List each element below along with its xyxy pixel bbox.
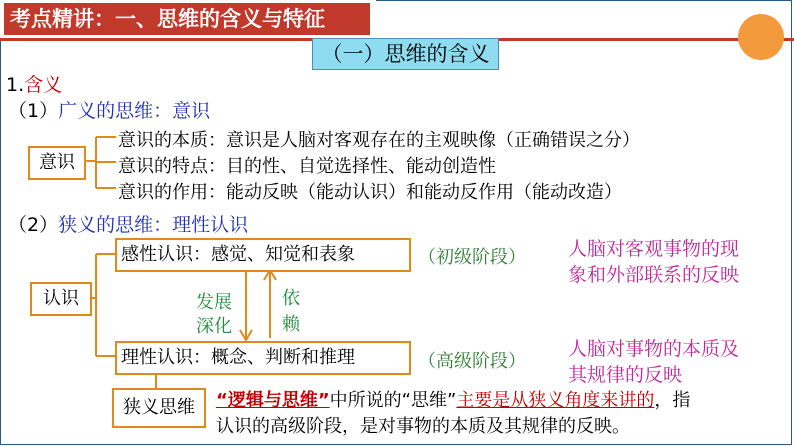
perceptual-stage: （初级阶段）	[418, 247, 526, 268]
rational-box: 理性认识：概念、判断和推理	[115, 341, 411, 375]
narrow-thinking-underlined: 主要是从狭义角度来讲的	[456, 390, 655, 411]
perceptual-desc-line-1: 人脑对客观事物的现	[568, 238, 740, 260]
narrow-thinking-line-1	[216, 386, 690, 412]
broad-label: 广义的思维：意识	[58, 100, 211, 122]
narrow-thinking-box: 狭义思维	[112, 388, 206, 428]
narrow-thinking-line-2: 认识的高级阶段，是对事物的本质及其规律的反映。	[216, 416, 630, 437]
section-title: （一）思维的含义	[312, 38, 499, 70]
rational-desc-line-1: 人脑对事物的本质及	[568, 338, 740, 360]
consciousness-line-features: 意识的特点：目的性、自觉选择性、能动创造性	[118, 156, 496, 177]
develop-label-1: 发展	[196, 292, 232, 313]
narrow-thinking-tail: ，指	[654, 390, 691, 411]
rational-desc-line-2: 其规律的反映	[568, 364, 683, 386]
consciousness-box: 意识	[28, 146, 86, 180]
cognition-box: 认识	[30, 282, 92, 316]
perceptual-box: 感性认识：感觉、知觉和表象	[115, 238, 411, 272]
rational-stage: （高级阶段）	[418, 351, 526, 372]
consciousness-line-role: 意识的作用：能动反映（能动认识）和能动反作用（能动改造）	[118, 182, 622, 203]
depend-label-2: 赖	[282, 314, 300, 335]
narrow-label: 狭义的思维：理性认识	[58, 214, 249, 236]
item-1-number: 1.	[6, 74, 25, 96]
narrow-prefix: （2）	[8, 214, 59, 236]
narrow-thinking-mid: 中所说的“思维”	[329, 390, 457, 411]
consciousness-line-essence: 意识的本质：意识是人脑对客观存在的主观映像（正确错误之分）	[118, 130, 640, 151]
depend-label-1: 依	[282, 288, 300, 309]
book-title-quote: “逻辑与思维”	[216, 390, 330, 411]
broad-prefix: （1）	[8, 100, 59, 122]
develop-label-2: 深化	[196, 316, 232, 337]
perceptual-desc-line-2: 象和外部联系的反映	[568, 264, 740, 286]
header-title: 考点精讲：一、思维的含义与特征	[4, 3, 370, 35]
item-1-label: 含义	[24, 74, 63, 96]
